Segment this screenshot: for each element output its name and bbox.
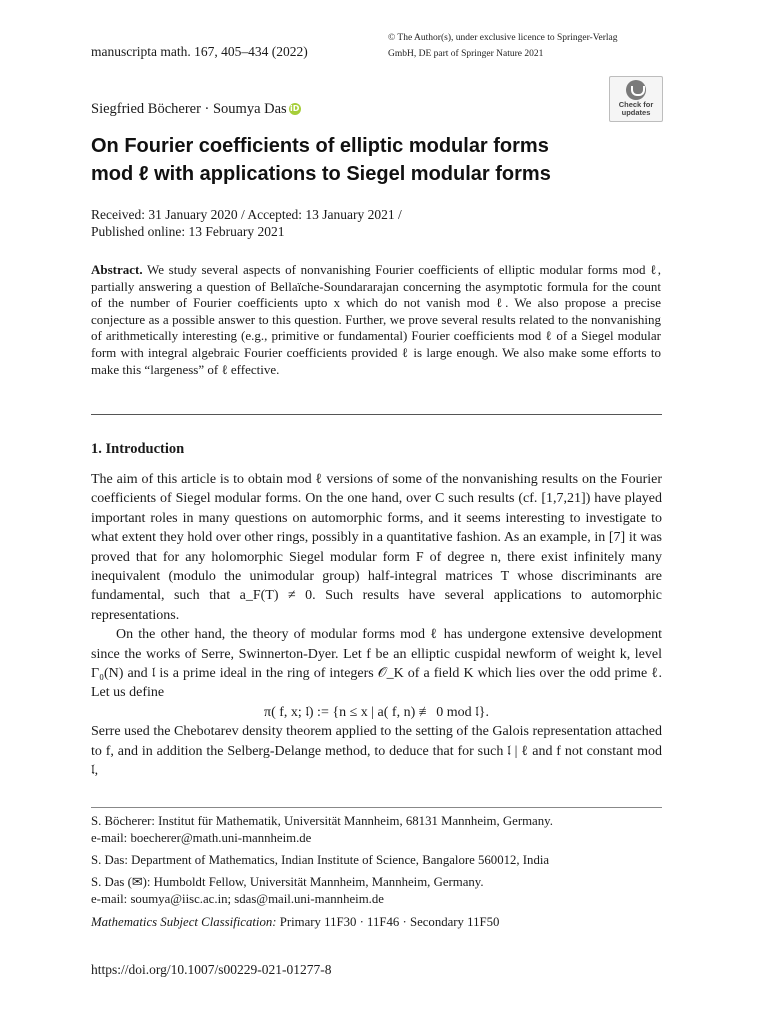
formula: π( f, x; 𝔩) := {n ≤ x | a( f, n) ≢ 0 mod 𝔩}. <box>264 704 489 720</box>
footnote-1-line-1: S. Böcherer: Institut für Mathematik, Universität Mannheim, 68131 Mannheim, Germany. <box>91 814 553 828</box>
footnote-affiliation-3 <box>91 874 671 907</box>
title-line-2: mod ℓ with applications to Siegel modular forms <box>91 163 551 185</box>
title-line-1: On Fourier coefficients of elliptic modular forms <box>91 135 549 157</box>
paragraph-2: On the other hand, the theory of modular forms mod ℓ has undergone extensive development since the works of Serre, Swinnerton-Dyer. Let f be an elliptic cuspidal newform of weight k, level Γ₀(N) and 𝔩 is a prime ideal in the ring of integers 𝒪_K of a field K which lies over the odd prime ℓ. Let us define <box>91 627 662 701</box>
copyright-notice <box>388 30 688 62</box>
journal-citation: manuscripta math. 167, 405–434 (2022) <box>91 44 308 59</box>
badge-line-2: updates <box>621 108 651 117</box>
orcid-icon[interactable]: iD <box>290 104 300 113</box>
badge-line-1: Check for <box>618 100 654 109</box>
abstract-text: We study several aspects of nonvanishing Fourier coefficients of elliptic modular forms mod ℓ, partially answering a question of Bellaïche-Soundararajan concerning the asymptotic formula for the count of the number of Fourier coefficients upto x which do not vanish mod ℓ. We also propose a precise conjecture as a possible answer to this question. Further, we prove several results related to the nonvanishing of arithmetically interesting (e.g., primitive or fundamental) Fourier coefficients mod ℓ of a Siegel modular form with integral algebraic Fourier coefficients provided ℓ is large enough. We also make some efforts to make this “largeness” of ℓ effective. <box>91 262 661 377</box>
footnote-3-line-1: S. Das (✉): Humboldt Fellow, Universität Mannheim, Mannheim, Germany. <box>91 875 484 889</box>
author-list <box>91 101 301 118</box>
copyright-line-2: GmbH, DE part of Springer Nature 2021 <box>388 49 544 59</box>
footnote-affiliation-2: S. Das: Department of Mathematics, Indian Institute of Science, Bangalore 560012, India <box>91 853 550 867</box>
abstract-label: Abstract. <box>91 262 143 277</box>
footnote-3-email[interactable]: e-mail: soumya@iisc.ac.in; sdas@mail.uni-mannheim.de <box>91 891 384 906</box>
publication-dates <box>91 206 651 240</box>
check-for-updates-icon <box>626 80 646 100</box>
paragraph-1: The aim of this article is to obtain mod ℓ versions of some of the nonvanishing results on the Fourier coefficients of Siegel modular forms. On the one hand, over C such results (cf. [1,7,21]) have played important roles in many questions on automorphic forms, and it seems interesting to investigate to what extent they hold over other rings, possibly in a quantitative fashion. As an example, in [7] it was proved that for any holomorphic Siegel modular form F of degree n, there exist infinitely many inequivalent (modulo the unimodular group) half-integral matrices T whose discriminants are fundamental, such that a_F(T) ≠ 0. Such results have several applications to automorphic representations. <box>91 472 662 623</box>
section-heading: 1. Introduction <box>91 441 185 457</box>
msc-value: Primary 11F30 · 11F46 · Secondary 11F50 <box>276 915 500 929</box>
dates-line-1: Received: 31 January 2020 / Accepted: 13 January 2021 / <box>91 207 402 222</box>
footnote-1-email[interactable]: e-mail: boecherer@math.uni-mannheim.de <box>91 830 312 845</box>
paragraph-3: Serre used the Chebotarev density theorem applied to the setting of the Galois representation attached to f, and in addition the Selberg-Delange method, to deduce that for such 𝔩 | ℓ and f not constant mod 𝔩, <box>91 724 662 779</box>
dates-line-2: Published online: 13 February 2021 <box>91 224 285 239</box>
copyright-line-1: © The Author(s), under exclusive licence to Springer-Verlag <box>388 33 618 43</box>
msc-label: Mathematics Subject Classification: <box>91 915 277 929</box>
footnote-divider <box>91 807 662 808</box>
abstract <box>91 262 661 378</box>
check-for-updates-badge[interactable] <box>609 76 663 122</box>
footnote-affiliation-1 <box>91 813 671 846</box>
doi-link[interactable]: https://doi.org/10.1007/s00229-021-01277-8 <box>91 962 332 977</box>
abstract-divider <box>91 414 662 415</box>
paper-title <box>91 132 691 188</box>
body-text <box>91 470 662 781</box>
subject-classification <box>91 914 671 931</box>
authors-text: Siegfried Böcherer · Soumya Das <box>91 101 287 117</box>
